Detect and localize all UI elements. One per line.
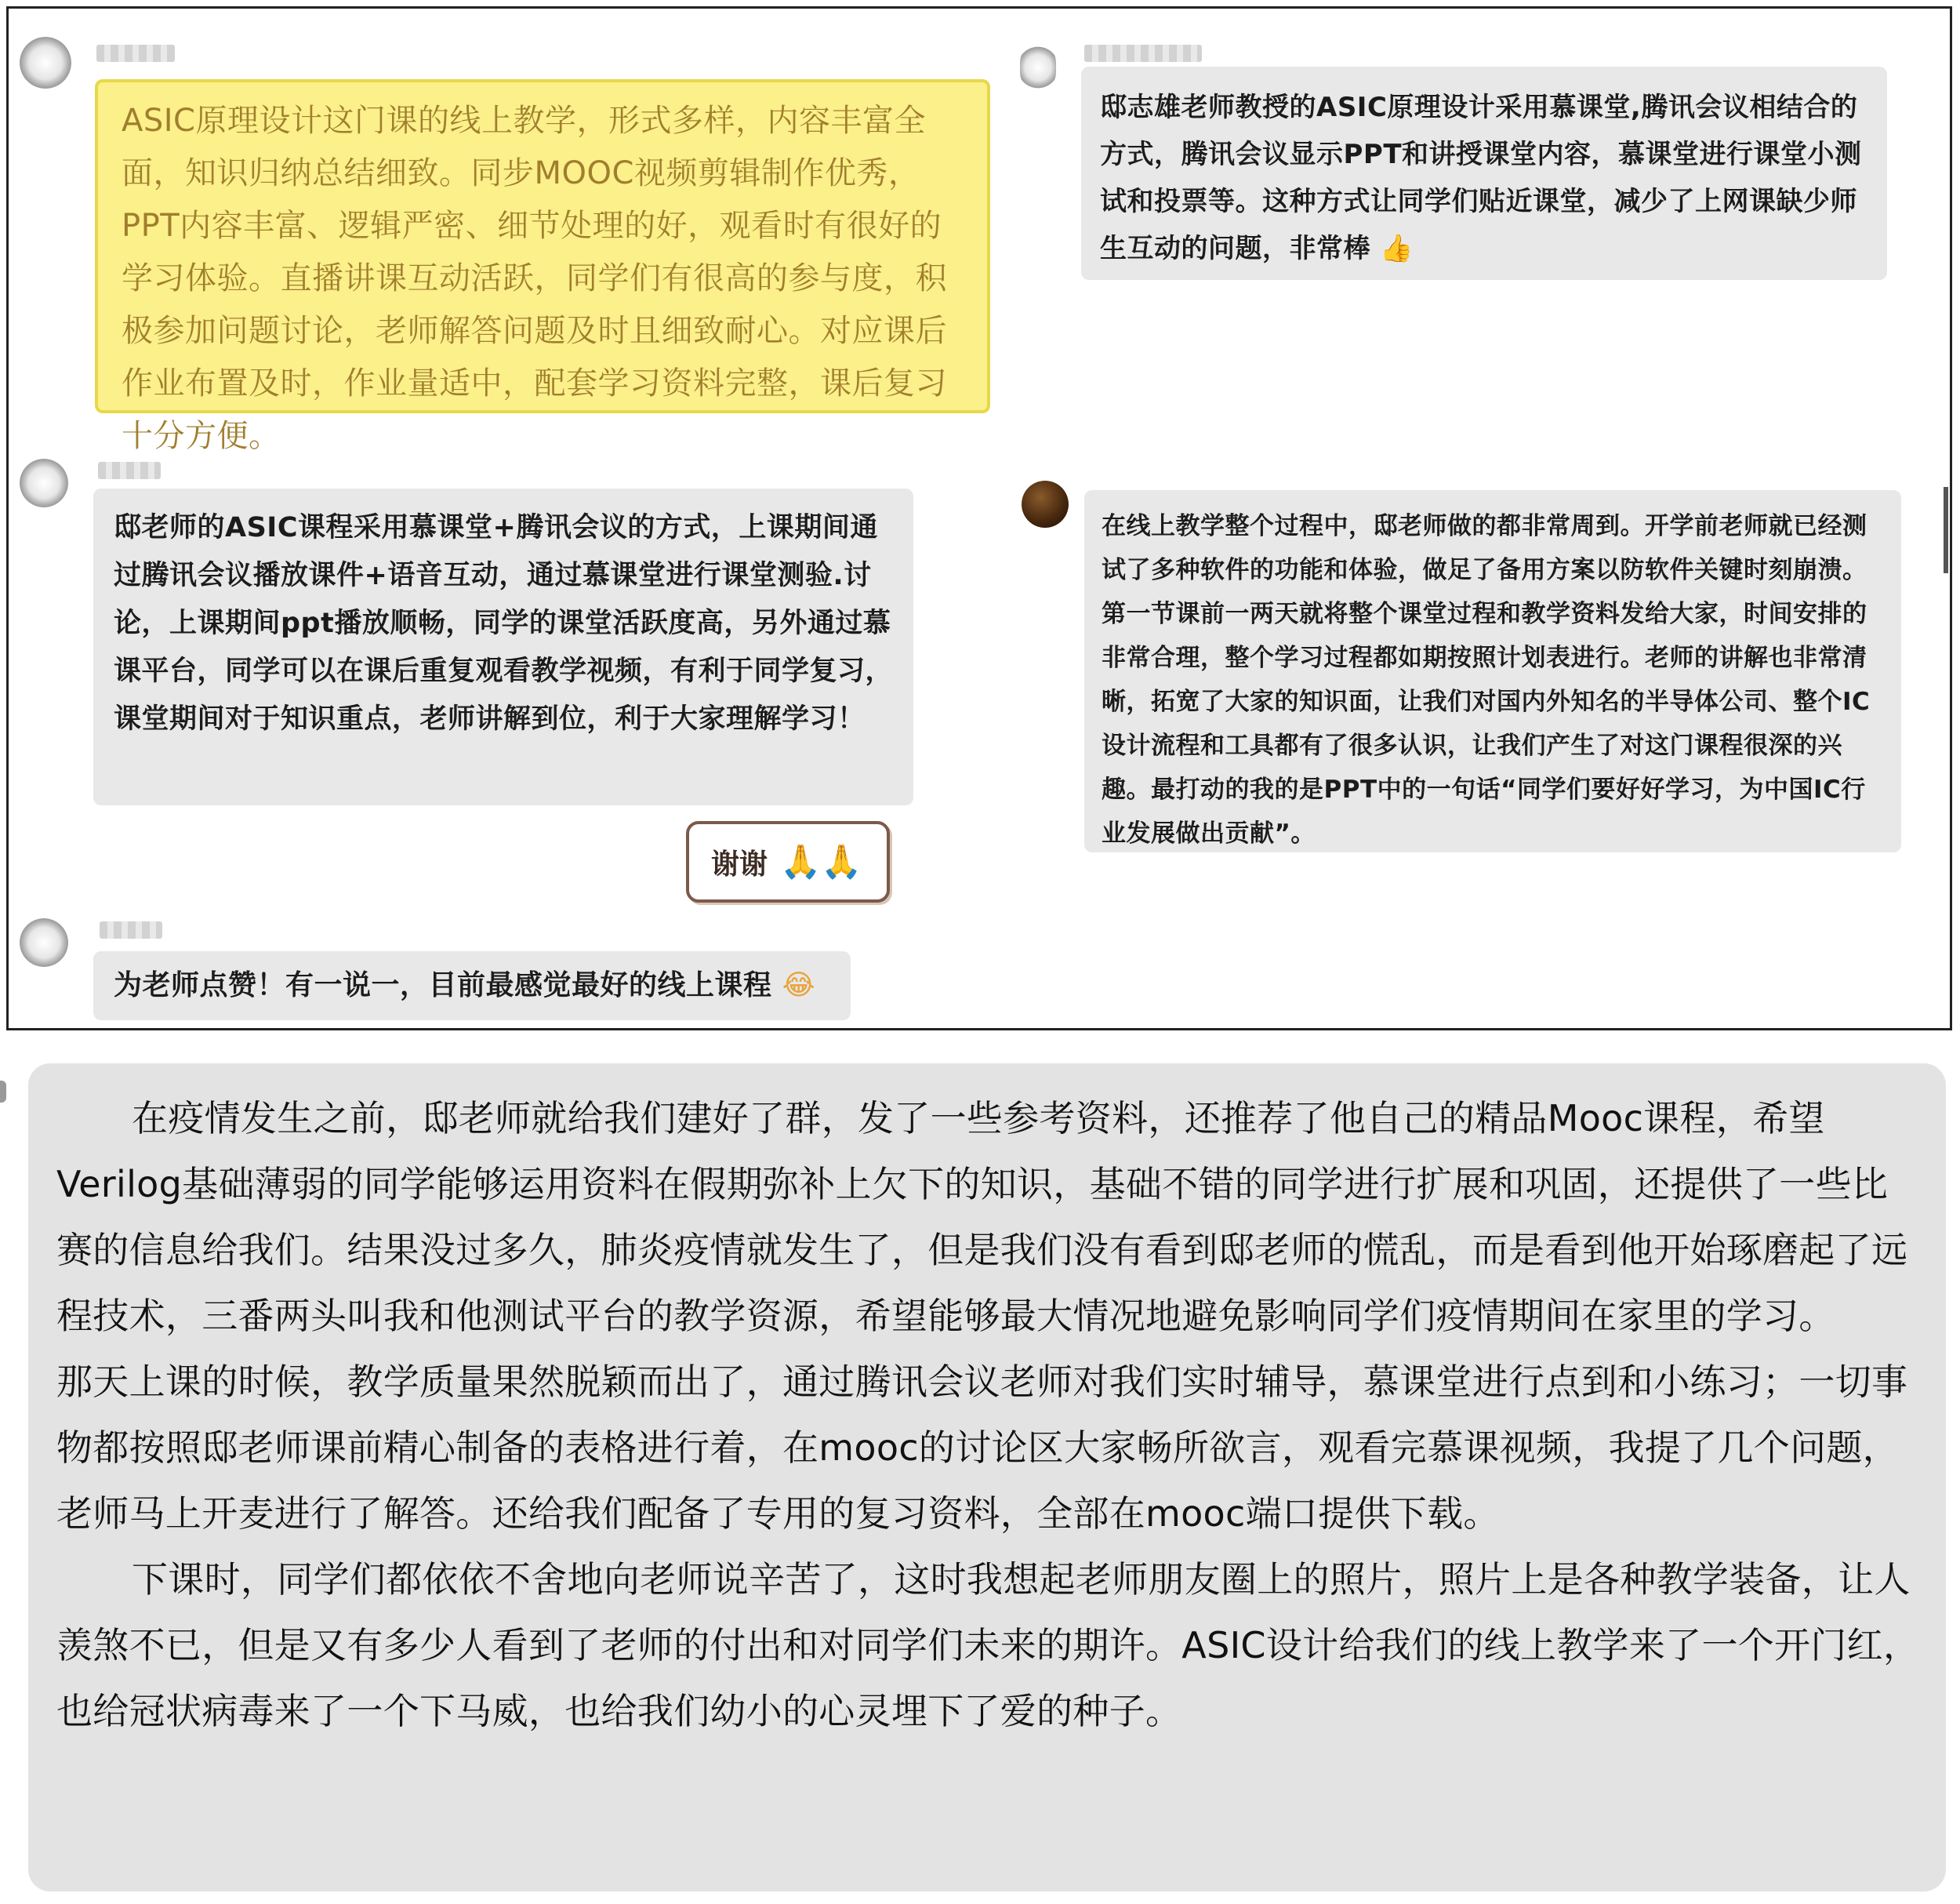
user-avatar[interactable]: [20, 459, 68, 507]
user-avatar[interactable]: [1022, 481, 1069, 528]
laughing-emoji-icon: 😂: [782, 969, 816, 1001]
username-blurred: [96, 45, 175, 62]
praying-hands-icon: 🙏🙏: [780, 842, 862, 881]
bubble-tail: [0, 1081, 6, 1103]
chat-bubble-4: [1084, 490, 1901, 852]
scrollbar[interactable]: [1944, 487, 1948, 573]
user-avatar[interactable]: [20, 918, 68, 967]
message-text: 在线上教学整个过程中，邸老师做的都非常周到。开学前老师就已经测试了多种软件的功能和体验，做足了备用方案以防软件关键时刻崩溃。第一节课前一两天就将整个课堂过程和教学资料发给大家，时间安排的非常合理，整个学习过程都如期按照计划表进行。老师的讲解也非常清晰，拓宽了大家的知识面，让我们对国内外知名的半导体公司、整个IC设计流程和工具都有了很多认识，让我们产生了对这门课程很深的兴趣。最打动的我的是PPT中的一句话“同学们要好好学习，为中国IC行业发展做出贡献”。: [1102, 512, 1871, 848]
user-avatar[interactable]: [20, 37, 71, 89]
username-blurred: [98, 462, 161, 479]
message-text: 邸老师的ASIC课程采用慕课堂+腾讯会议的方式，上课期间通过腾讯会议播放课件+语音互动，通过慕课堂进行课堂测验.讨论，上课期间ppt播放顺畅，同学的课堂活跃度高，另外通过慕课平台，同学可以在课后重复观看教学视频，有利于同学复习，课堂期间对于知识重点，老师讲解到位，利于大家理解学习！: [114, 512, 894, 735]
message-text: 邸志雄老师教授的ASIC原理设计采用慕课堂,腾讯会议相结合的方式，腾讯会议显示PPT和讲授课堂内容，慕课堂进行课堂小测试和投票等。这种方式让同学们贴近课堂，减少了上网课缺少师生互动的问题，非常棒: [1100, 92, 1862, 264]
chat-bubble-3: [93, 489, 913, 805]
chat-bubble-5: [93, 951, 851, 1020]
thumbs-up-icon: 👍: [1380, 233, 1414, 264]
story-paragraph-1: 在疫情发生之前，邸老师就给我们建好了群，发了一些参考资料，还推荐了他自己的精品Mooc课程，希望Verilog基础薄弱的同学能够运用资料在假期弥补上欠下的知识，基础不错的同学进行扩展和巩固，还提供了一些比赛的信息给我们。结果没过多久，肺炎疫情就发生了，但是我们没有看到邸老师的慌乱，而是看到他开始琢磨起了远程技术，三番两头叫我和他测试平台的教学资源，希望能够最大情况地避免影响同学们疫情期间在家里的学习。: [56, 1097, 1908, 1337]
thanks-sticker: [686, 821, 890, 903]
story-paragraph-3: 下课时，同学们都依依不舍地向老师说辛苦了，这时我想起老师朋友圈上的照片，照片上是各种教学装备，让人羡煞不已，但是又有多少人看到了老师的付出和对同学们未来的期许。ASIC设计给我们的线上教学来了一个开门红，也给冠状病毒来了一个下马威，也给我们幼小的心灵埋下了爱的种子。: [56, 1558, 1920, 1732]
story-paragraph-2: 那天上课的时候，教学质量果然脱颖而出了，通过腾讯会议老师对我们实时辅导，慕课堂进行点到和小练习；一切事物都按照邸老师课前精心制备的表格进行着，在mooc的讨论区大家畅所欲言，观看完慕课视频，我提了几个问题，老师马上开麦进行了解答。还给我们配备了专用的复习资料，全部在mooc端口提供下载。: [56, 1361, 1908, 1535]
user-avatar[interactable]: [1020, 45, 1056, 90]
story-bubble: [28, 1063, 1946, 1891]
chat-bubble-2: [1081, 67, 1887, 280]
username-blurred: [100, 921, 162, 939]
chat-screenshot-panel: [6, 6, 1952, 1030]
message-text: 为老师点赞！有一说一，目前最感觉最好的线上课程: [114, 969, 772, 1001]
message-text: ASIC原理设计这门课的线上教学，形式多样，内容丰富全面，知识归纳总结细致。同步MOOC视频剪辑制作优秀，PPT内容丰富、逻辑严密、细节处理的好，观看时有很好的学习体验。直播讲课互动活跃，同学们有很高的参与度，积极参加问题讨论，老师解答问题及时且细致耐心。对应课后作业布置及时，作业量适中，配套学习资料完整，课后复习十分方便。: [122, 103, 947, 454]
sticker-text: 谢谢: [711, 848, 768, 881]
username-blurred: [1084, 45, 1202, 62]
chat-bubble-1: [95, 79, 990, 454]
